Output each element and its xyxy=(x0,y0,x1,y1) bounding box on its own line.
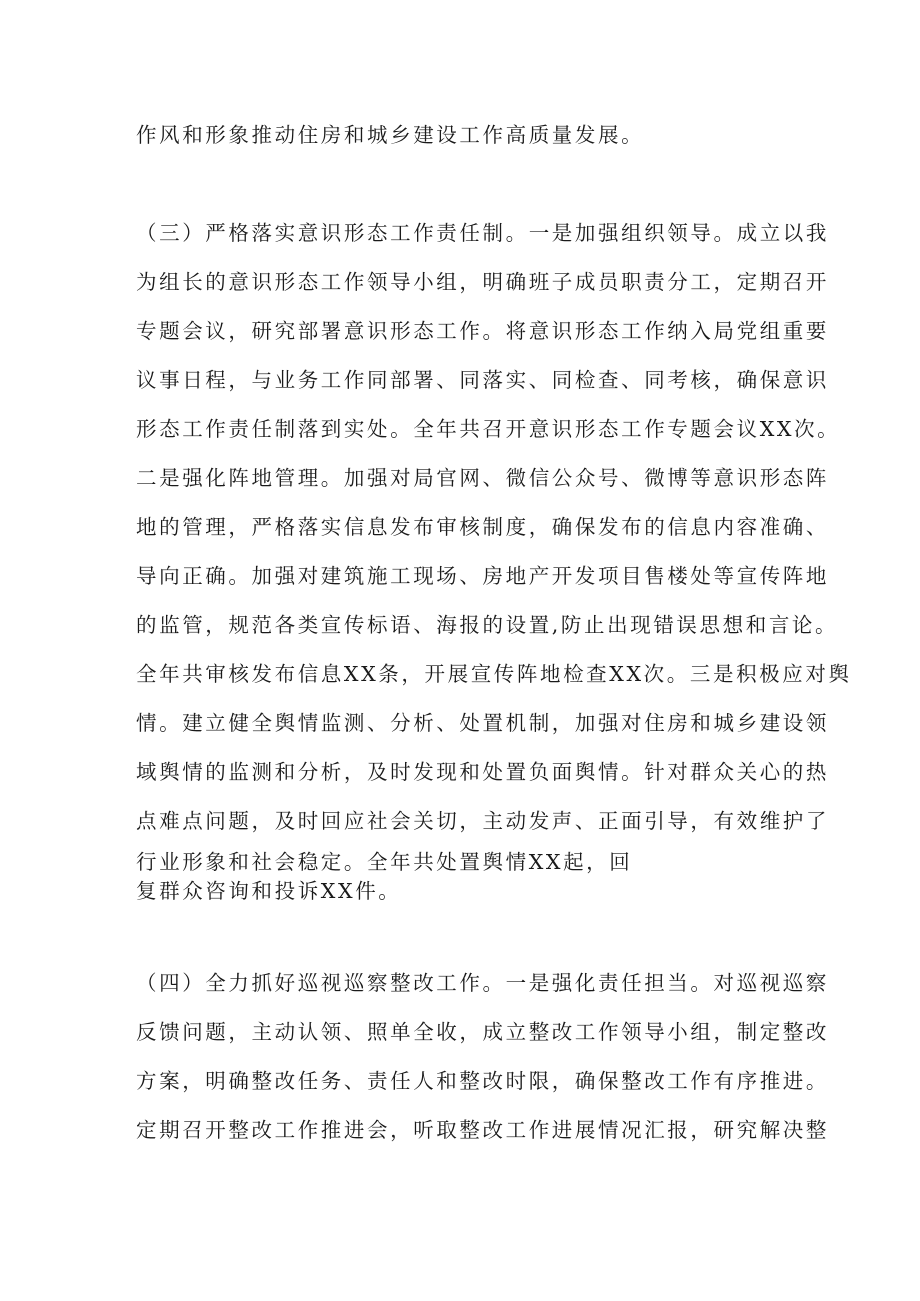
text-line: 域舆情的监测和分析，及时发现和处置负面舆情。针对群众关心的热 xyxy=(136,760,829,784)
text-line: 议事日程，与业务工作同部署、同落实、同检查、同考核，确保意识 xyxy=(136,368,829,392)
text-line: 的监管，规范各类宣传标语、海报的设置,防止出现错误思想和言论。 xyxy=(136,613,839,637)
text-line: 二是强化阵地管理。加强对局官网、微信公众号、微博等意识形态阵 xyxy=(136,466,829,490)
text-line: 点难点问题，及时回应社会关切，主动发声、正面引导，有效维护了 xyxy=(136,809,829,833)
text-line: 定期召开整改工作推进会，听取整改工作进展情况汇报，研究解决整 xyxy=(136,1118,829,1142)
text-line: 全年共审核发布信息XX条，开展宣传阵地检查XX次。三是积极应对舆 xyxy=(136,662,852,686)
text-line: 复群众咨询和投诉XX件。 xyxy=(136,879,402,903)
text-line: 反馈问题，主动认领、照单全收，成立整改工作领导小组，制定整改 xyxy=(136,1020,829,1044)
text-line: 专题会议，研究部署意识形态工作。将意识形态工作纳入局党组重要 xyxy=(136,319,829,343)
text-line: 形态工作责任制落到实处。全年共召开意识形态工作专题会议XX次。 xyxy=(136,417,841,441)
text-line: （四）全力抓好巡视巡察整改工作。一是强化责任担当。对巡视巡察 xyxy=(136,971,829,995)
text-line: 为组长的意识形态工作领导小组，明确班子成员职责分工，定期召开 xyxy=(136,270,829,294)
text-line: 情。建立健全舆情监测、分析、处置机制，加强对住房和城乡建设领 xyxy=(136,711,829,735)
text-line: 方案，明确整改任务、责任人和整改时限，确保整改工作有序推进。 xyxy=(136,1069,829,1093)
text-line: 导向正确。加强对建筑施工现场、房地产开发项目售楼处等宣传阵地 xyxy=(136,564,829,588)
text-line: 行业形象和社会稳定。全年共处置舆情XX起，回 xyxy=(136,850,633,874)
text-line: 作风和形象推动住房和城乡建设工作高质量发展。 xyxy=(136,123,645,147)
text-line: （三）严格落实意识形态工作责任制。一是加强组织领导。成立以我 xyxy=(136,221,829,245)
text-line: 地的管理，严格落实信息发布审核制度，确保发布的信息内容准确、 xyxy=(136,515,829,539)
